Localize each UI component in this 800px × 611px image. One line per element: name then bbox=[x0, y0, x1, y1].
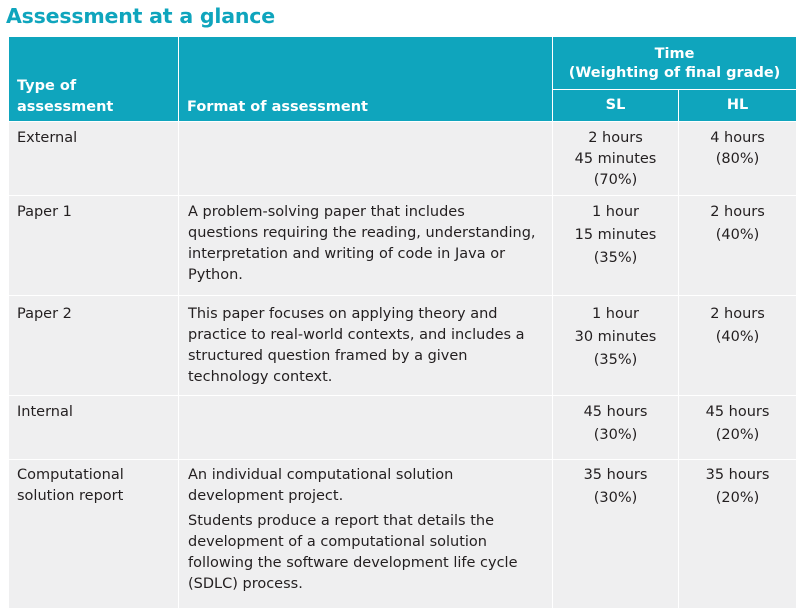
table-row bbox=[9, 460, 797, 609]
sl-time-line: (30%) bbox=[593, 490, 638, 506]
format-paragraph: This paper focuses on applying theory and practice to real-world contexts, and includes a structured question framed by a given technology context. bbox=[188, 306, 525, 385]
sl-time-line: (30%) bbox=[593, 427, 638, 443]
sl-time-line: 45 minutes bbox=[574, 151, 657, 167]
hl-time-line: (40%) bbox=[715, 227, 760, 243]
assessment-type-cell: External bbox=[9, 122, 179, 196]
hl-time-cell bbox=[679, 396, 797, 460]
hl-time-line: (20%) bbox=[715, 490, 760, 506]
assessment-format-cell bbox=[179, 296, 553, 396]
format-paragraph: An individual computational solution development project. bbox=[188, 467, 454, 504]
hl-time-cell bbox=[679, 296, 797, 396]
page-title: Assessment at a glance bbox=[6, 4, 275, 28]
sl-time-line: 35 hours bbox=[583, 467, 648, 483]
sl-time-line: 45 hours bbox=[583, 404, 648, 420]
table-row bbox=[9, 122, 797, 196]
sl-time-cell bbox=[553, 460, 679, 609]
header-time-label: Time bbox=[654, 46, 695, 62]
sl-time-line: 1 hour bbox=[591, 204, 640, 220]
table-row bbox=[9, 396, 797, 460]
format-paragraph: A problem-solving paper that includes questions requiring the reading, understanding, interpretation and writing of code in Java or Python. bbox=[188, 204, 536, 283]
sl-time-line: 1 hour bbox=[591, 306, 640, 322]
header-weighting-label: (Weighting of final grade) bbox=[568, 65, 781, 81]
sl-time-cell bbox=[553, 396, 679, 460]
sl-time-cell bbox=[553, 122, 679, 196]
assessment-type-cell: Computational solution report bbox=[9, 460, 179, 609]
assessment-format-cell bbox=[179, 396, 553, 460]
hl-time-cell bbox=[679, 196, 797, 296]
hl-time-line: 4 hours bbox=[710, 130, 765, 146]
hl-time-line: (40%) bbox=[715, 329, 760, 345]
hl-time-line: 45 hours bbox=[705, 404, 770, 420]
assessment-format-cell bbox=[179, 460, 553, 609]
assessment-type-cell: Paper 2 bbox=[9, 296, 179, 396]
assessment-format-cell bbox=[179, 122, 553, 196]
hl-time-cell bbox=[679, 460, 797, 609]
header-time bbox=[553, 37, 797, 90]
sl-time-cell bbox=[553, 296, 679, 396]
header-sl: SL bbox=[553, 90, 679, 122]
sl-time-cell bbox=[553, 196, 679, 296]
sl-time-line: 2 hours bbox=[588, 130, 643, 146]
header-type-of-assessment: Type of assessment bbox=[9, 37, 179, 122]
assessment-type-cell: Internal bbox=[9, 396, 179, 460]
hl-time-line: (20%) bbox=[715, 427, 760, 443]
assessment-type-cell: Paper 1 bbox=[9, 196, 179, 296]
hl-time-line: 2 hours bbox=[710, 204, 765, 220]
assessment-table bbox=[8, 36, 797, 609]
sl-time-line: (35%) bbox=[593, 352, 638, 368]
format-paragraph: Students produce a report that details the development of a computational solution following the software development life cycle (SDLC) process. bbox=[188, 513, 518, 592]
table-row bbox=[9, 296, 797, 396]
table-row bbox=[9, 196, 797, 296]
assessment-format-cell bbox=[179, 196, 553, 296]
sl-time-line: 15 minutes bbox=[574, 227, 657, 243]
sl-time-line: 30 minutes bbox=[574, 329, 657, 345]
hl-time-line: 35 hours bbox=[705, 467, 770, 483]
header-format-of-assessment: Format of assessment bbox=[179, 37, 553, 122]
hl-time-line: (80%) bbox=[715, 151, 760, 167]
header-hl: HL bbox=[679, 90, 797, 122]
sl-time-line: (35%) bbox=[593, 250, 638, 266]
hl-time-cell bbox=[679, 122, 797, 196]
sl-time-line: (70%) bbox=[593, 172, 638, 188]
hl-time-line: 2 hours bbox=[710, 306, 765, 322]
